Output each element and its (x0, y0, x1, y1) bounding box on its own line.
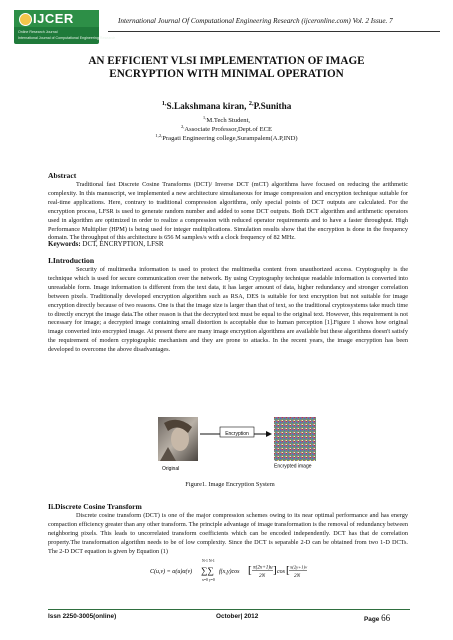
fraction-2-numerator: π(2y+1)v (290, 564, 308, 570)
keywords (48, 240, 164, 248)
encrypted-image (274, 417, 316, 461)
equation-lhs: C(u,v) = α(u)α(v) (150, 569, 193, 575)
footer-issn: Issn 2250-3005(online) (48, 613, 117, 620)
abstract-heading: Abstract (48, 171, 77, 180)
keywords-text: DCT, ENCRYPTION, LFSR (80, 240, 164, 248)
fraction-1-denominator: 2N (259, 573, 266, 579)
equation-sum-upper-limits: N-1 N-1 (202, 559, 215, 563)
authors (40, 100, 413, 111)
introduction-text: Security of multimedia information is used to protect the multimedia content from unauthorized access. Cryptography is the technique which is used for secure communication over the network. By using Cryptography technique readable information is converted into unreadable form. Image information is different from the text data, it has larger amount of data, higher redundancy and stronger correlation between pixels. Traditionally developed encryption algorithm such as RSA, DES is suitable for text encryption but not suitable for image encryption directly because of two reasons. One is that the image size is larger than that of text, so the traditional cryptosystems take much time to directly encrypt the image data.The other reason is that the decrypted text must be equal to the original text. However, this requirement is not necessary for image; a decrypted image containing small distortion is acceptable due to human perception [1].Figure 1 shows how original image converted into encrypted image. At present there are many image encryption algorithms are available but these algorithms doesn't satisfy the requirement of modern cryptographic mechanism and they are prone to attacks. In the recent years, the image encryption has been developed to overcome the above disadvantages. (48, 266, 408, 354)
abstract-text: Traditional fast Discrete Cosine Transforms (DCT)/ Inverse DCT (mCT) algorithms have focused on reducing the arithmetic complexity. In this manuscript, we implemented a new architecture simultaneous for image compression and encryption technique suitable for real-time applications. Here, contrary to traditional compression algorithms, only special points of DCT outputs are calculated. For the encryption process, LFSR is used to generate random number and added to some DCT outputs. Both DCT algorithm and arithmetic operators used in algorithm are optimized in order to realize a compression with reduced operator requirements and to have a faster throughput. High Performance Multiplier (HPM) is being used for integer multiplications. Simulation results show that the encryption is done in the frequency domain. The throughput of this architecture is 656 M samples/s with a clock frequency of 82 MHz. (48, 181, 408, 242)
dct-text: Discrete cosine transform (DCT) is one of the major compression schemes owing to its near optimal performance and has energy compaction efficiency greater than any other transform. The principle advantage of image transformation is the removal of redundancy between neighboring pixels. This leads to uncorrelated transform coefficients which can be encoded independently. DCT has that de correlation property.The transformation algorithm needs to be of low complexity. Since the DCT is separable 2-D can be obtained from two 1-D DCTs. The 2-D DCT equation is given by Equation (1) (48, 512, 408, 555)
affiliation-2 (40, 124, 413, 133)
encrypted-label: Encrypted image (274, 463, 312, 470)
title-line-2: ENCRYPTION WITH MINIMAL OPERATION (109, 68, 344, 80)
left-bracket-icon: [ (248, 564, 252, 576)
equation-graphic (148, 557, 308, 587)
fraction-1-numerator: π(2x+1)u (253, 564, 273, 571)
introduction-heading: I.Introduction (48, 256, 95, 265)
affiliation-2-superscript: 2, (180, 124, 185, 129)
equation-sum-lower-limits: x=0 y=0 (202, 578, 215, 582)
cos-label: cos (277, 569, 285, 575)
original-image (158, 417, 198, 461)
footer-page (364, 613, 390, 623)
equation-term: f(x,y)cos (219, 569, 240, 575)
right-bracket-icon: ] (273, 564, 277, 576)
author-1: S.Lakshmana kiran, (166, 101, 249, 112)
affiliation-2-text: Associate Professor,Dept.of ECE (184, 126, 273, 134)
left-bracket-2-icon: [ (286, 564, 290, 576)
footer-page-number: 66 (381, 613, 391, 623)
figure-caption: Figure1. Image Encryption System (185, 481, 275, 488)
original-label: Original (162, 466, 180, 472)
journal-logo (14, 10, 116, 44)
header-divider (108, 31, 440, 32)
dct-heading: Ii.Discrete Cosine Transform (48, 502, 142, 511)
fraction-2-denominator: 2N (294, 573, 301, 579)
sum-symbol-icon: ∑∑ (201, 565, 214, 576)
author-1-superscript: 1, (161, 100, 167, 107)
author-2-superscript: 2, (248, 100, 254, 107)
figure-graphic (158, 417, 318, 473)
footer-divider (48, 609, 410, 610)
paper-title (40, 55, 413, 81)
affiliation-3 (40, 133, 413, 142)
logo-subtitle: Online Research Journal (18, 30, 58, 34)
footer-date: October| 2012 (216, 613, 259, 620)
encryption-label: Encryption (225, 430, 249, 437)
logo-text: IJCER (33, 11, 74, 26)
logo-subtitle-2: International Journal of Computational Engineering Research (18, 36, 116, 40)
journal-header: International Journal Of Computational Engineering Research (ijceronline.com) Vol. 2 Issue. 7 (118, 17, 393, 25)
affiliation-3-text: Pragati Engineering college,Surampalem(A.P,IND) (162, 135, 298, 143)
affiliation-1 (40, 115, 413, 124)
footer-page-label: Page (364, 616, 382, 623)
figure-image-encryption (158, 417, 318, 473)
dct-equation (148, 557, 308, 587)
logo-emblem-icon (19, 13, 32, 26)
author-2: P.Sunitha (253, 101, 292, 112)
affiliation-3-superscript: 1,2, (155, 133, 163, 138)
affiliation-1-superscript: 1, (202, 115, 207, 120)
affiliation-1-text: M.Tech Student, (206, 117, 251, 125)
keywords-label: Keywords: (48, 240, 81, 248)
title-line-1: AN EFFICIENT VLSI IMPLEMENTATION OF IMAGE (88, 55, 365, 67)
